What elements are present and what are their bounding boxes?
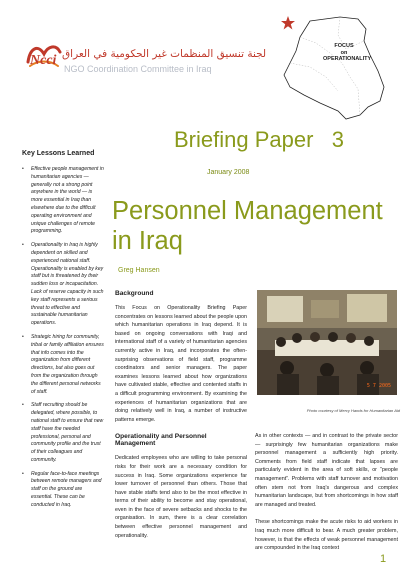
right-column [255,432,398,562]
meeting-photo [257,290,397,395]
key-lessons-sidebar [22,150,104,516]
article-title: Personnel Management in Iraq [112,197,383,255]
main-column [115,290,247,549]
key-lessons-list [22,166,104,510]
iraq-map-shape [280,15,395,123]
background-paragraph: This Focus on Operationality Briefing Paper concentrates on lessons learned about the people upon which humanitarian operations in Iraq depend. It is based on ongoing conversations with Iraqi and international staff of a variety of humanitarian agencies currently active in Iraq, and incorporates the often-surprising observations of field staff, programme coordinators and senior managers. The paper examines lessons learned about how organizations have cultivated stable, effective and contented staffs in a difficult programming environment. By examining the experiences of humanitarian organizations that are doing relatively well in Iraq, a number of instructive patterns emerge. [115,305,247,423]
right-paragraph-1: As in other contexts — and in contrast to the private sector — surprisingly few humanitarian organizations make personnel management a sufficiently high priority. Comments from field staff indicate that lapses are particularly evident in the area of soft skills, or “people management”. Problems with staff turnover and motivation often stem not from Iraq's dangerous and complex humanitarian landscape, but from shortcomings in how staff are managed and treated. [255,433,398,508]
author-name: Greg Hansen [118,267,160,274]
iraq-map [280,15,395,123]
svg-text:Ncci: Ncci [30,53,57,68]
logo-arabic-text: لجنة تنسيق المنظمات غير الحكومية في العراق [62,48,267,60]
star-icon [280,15,296,31]
section-heading-background: Background [115,290,154,297]
lesson-item: • Operationality in Iraq is highly dependent on skilled and experienced national staff. Operationality is enabled by key staff but is threatened by their sudden loss or incapacitation. Lack of reserve capacity in such key staff represents a serious threat to effective and sustainable humanitarian operations. [22,242,104,327]
page-number: 1 [380,553,387,565]
ncci-logo-mark [24,40,64,74]
bullet-icon: • [22,402,24,409]
ncci-logo [24,40,267,88]
focus-on-operationality-label: FOCUS on OPERATIONALITY [323,43,372,62]
briefing-paper-title: Briefing Paper 3 [174,127,345,152]
bullet-icon: • [22,242,24,249]
right-paragraph-2: These shortcomings make the acute risks to aid workers in Iraq much more difficult to bear. A much greater problem, however, is that the effects of weak personnel management are compounded in the Iraq context [255,519,398,552]
operationality-paragraph: Dedicated employees who are willing to take personal risks for their work are a necessary condition for success in Iraq. Some organizations experience far lower turnover of personnel than others. Those that have stable staffs tend also to be the most effective in terms of their ability to become and stay operational, even in the face of severe setbacks and shocks to the organisation. In sum, there is a clear correlation between effective personnel management and operationality. [115,455,247,539]
meeting-photo-image [257,290,397,395]
photo-date-stamp: 5 7 2005 [366,383,391,389]
paper-number: 3 [331,127,345,152]
bullet-icon: • [22,333,24,340]
publication-date: January 2008 [207,169,250,176]
sidebar-title: Key Lessons Learned [22,150,95,157]
lesson-item: • Strategic hiring for community, tribal or family affiliation ensures that info comes into the organization from different directions, but also goes out from the organization through the different personal networks of staff. [22,333,104,395]
logo-english-text: NGO Coordination Committee in Iraq [64,64,212,74]
lesson-item: • Staff recruiting should be delegated, where possible, to national staff to ensure that new staff have the needed professional, personal and community profile and the trust of their colleagues and community. [22,402,104,463]
photo-caption: Photo courtesy of Mercy Hands for Humanitarian Aid [306,408,400,413]
lesson-item: • Effective people management in humanitarian agencies — generally not a strong point anywhere in the world — is more essential in Iraq than elsewhere due to the difficult operating environment and unique challenges of remote programming. [22,166,104,235]
lesson-item: • Regular face-to-face meetings between remote managers and staff on the ground are essential. These can be conducted in Iraq. [22,470,102,508]
bullet-icon: • [22,166,24,172]
bullet-icon: • [22,470,24,477]
section-heading-operationality: Operationality and Personnel Management [115,433,207,448]
